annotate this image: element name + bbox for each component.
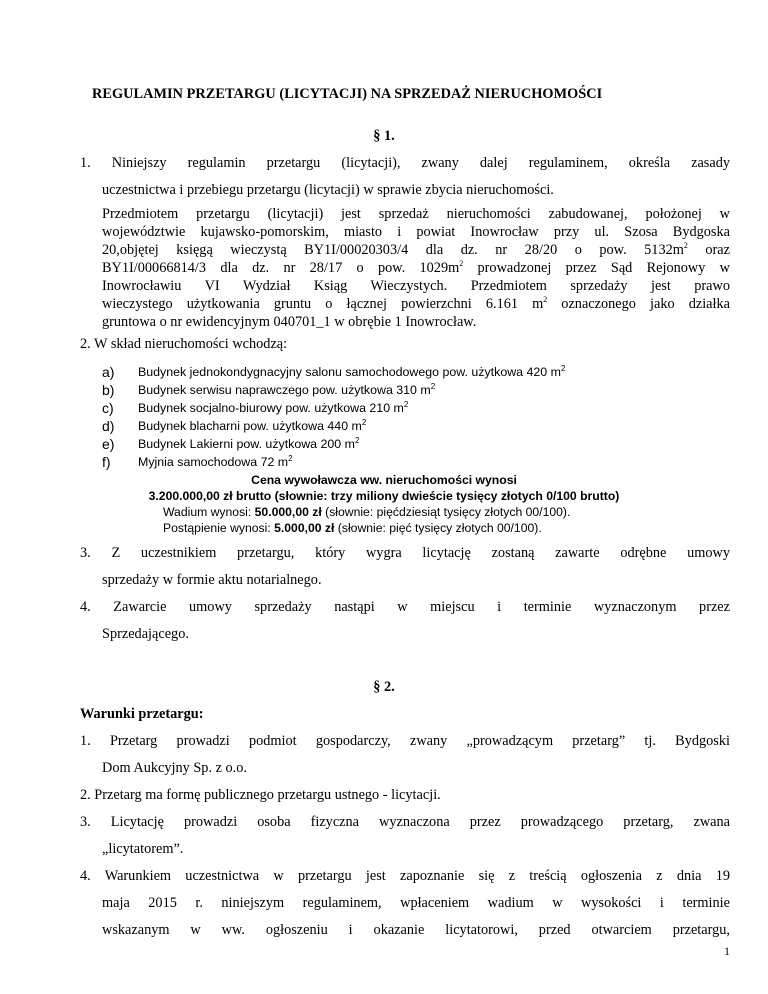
condition-4-line-1: 4. Warunkiem uczestnictwa w przetargu jest zapoznanie się z treścią ogłoszenia z dnia 19 xyxy=(80,868,730,884)
document-title: REGULAMIN PRZETARGU (LICYTACJI) NA SPRZEDAŻ NIERUCHOMOŚCI xyxy=(92,86,603,102)
list-item-letter: f) xyxy=(102,454,111,470)
list-item: Budynek blacharni pow. użytkowa 440 $m^2$ xyxy=(138,417,367,433)
list-item: Budynek Lakierni pow. użytkowa 200 $m^2$ xyxy=(138,435,360,451)
intro-line-6: wieczystego użytkowania gruntu o łącznej powierzchni 6.161 $m^2$ oznaczonego jako działka xyxy=(102,295,730,312)
price-heading: Cena wywoławcza ww. nieruchomości wynosi xyxy=(251,473,517,487)
section-2-heading: § 2. xyxy=(373,679,395,695)
intro-line-1: Przedmiotem przetargu (licytacji) jest sprzedaż nieruchomości zabudowanej, położonej w xyxy=(102,206,730,222)
condition-4-line-2: maja 2015 r. niniejszym regulaminem, wpłaceniem wadium w wysokości i terminie xyxy=(102,895,730,911)
list-item-letter: c) xyxy=(102,400,114,416)
paragraph-4-line-2: Sprzedającego. xyxy=(102,626,189,642)
list-item-letter: e) xyxy=(102,436,115,452)
list-item: Budynek jednokondygnacyjny salonu samochodowego pow. użytkowa 420 $m^2$ xyxy=(138,363,566,379)
wadium-line: Wadium wynosi: 50.000,00 zł (słownie: pięćdziesiąt tysięcy złotych 00/100). xyxy=(163,505,571,519)
condition-2: 2. Przetarg ma formę publicznego przetargu ustnego - licytacji. xyxy=(80,787,441,803)
intro-line-4: BY1I/00066814/3 dla dz. nr 28/17 o pow. $1029m^2$ prowadzonej przez Sąd Rejonowy w xyxy=(102,259,730,276)
intro-line-3: 20,objętej księgą wieczystą BY1I/00020303/4 dla dz. nr 28/20 o pow. $5132m^2$ oraz xyxy=(102,241,730,258)
paragraph-1-line-1: 1. Niniejszy regulamin przetargu (licytacji), zwany dalej regulaminem, określa zasady xyxy=(80,155,730,171)
list-item: Budynek serwisu naprawczego pow. użytkowa 310 $m^2$ xyxy=(138,381,436,397)
condition-1-line-2: Dom Aukcyjny Sp. z o.o. xyxy=(102,760,247,776)
paragraph-2: 2. W skład nieruchomości wchodzą: xyxy=(80,336,288,352)
paragraph-1-line-2: uczestnictwa i przebiegu przetargu (licytacji) w sprawie zbycia nieruchomości. xyxy=(102,182,554,198)
condition-3-line-2: „licytatorem”. xyxy=(102,841,184,857)
paragraph-3-line-2: sprzedaży w formie aktu notarialnego. xyxy=(102,572,322,588)
paragraph-3-line-1: 3. Z uczestnikiem przetargu, który wygra licytację zostaną zawarte odrębne umowy xyxy=(80,545,730,561)
condition-4-line-3: wskazanym w ww. ogłoszeniu i okazanie licytatorowi, przed otwarciem przetargu, xyxy=(102,922,730,938)
condition-1-line-1: 1. Przetarg prowadzi podmiot gospodarczy, zwany „prowadzącym przetarg” tj. Bydgoski xyxy=(80,733,730,749)
list-item: Myjnia samochodowa 72 $m^2$ xyxy=(138,453,293,469)
intro-line-7: gruntowa o nr ewidencyjnym 040701_1 w obrębie 1 Inowrocław. xyxy=(102,314,477,330)
intro-line-5: Inowrocławiu VI Wydział Ksiąg Wieczystych. Przedmiotem sprzedaży jest prawo xyxy=(102,278,730,294)
condition-3-line-1: 3. Licytację prowadzi osoba fizyczna wyznaczona przez prowadzącego przetarg, zwana xyxy=(80,814,730,830)
list-item-letter: a) xyxy=(102,364,115,380)
list-item: Budynek socjalno-biurowy pow. użytkowa 210 $m^2$ xyxy=(138,399,409,415)
section-1-heading: § 1. xyxy=(373,128,395,144)
price-line: 3.200.000,00 zł brutto (słownie: trzy miliony dwieście tysięcy złotych 0/100 brutto) xyxy=(148,489,620,503)
page-number: 1 xyxy=(724,944,730,958)
list-item-letter: b) xyxy=(102,382,115,398)
step-line: Postąpienie wynosi: 5.000,00 zł (słownie: pięć tysięcy złotych 00/100). xyxy=(163,521,542,535)
paragraph-4-line-1: 4. Zawarcie umowy sprzedaży nastąpi w miejscu i terminie wyznaczonym przez xyxy=(80,599,730,615)
section-2-subheading: Warunki przetargu: xyxy=(80,706,204,722)
intro-line-2: województwie kujawsko-pomorskim, miasto i powiat Inowrocław przy ul. Szosa Bydgoska xyxy=(102,224,730,240)
list-item-letter: d) xyxy=(102,418,115,434)
